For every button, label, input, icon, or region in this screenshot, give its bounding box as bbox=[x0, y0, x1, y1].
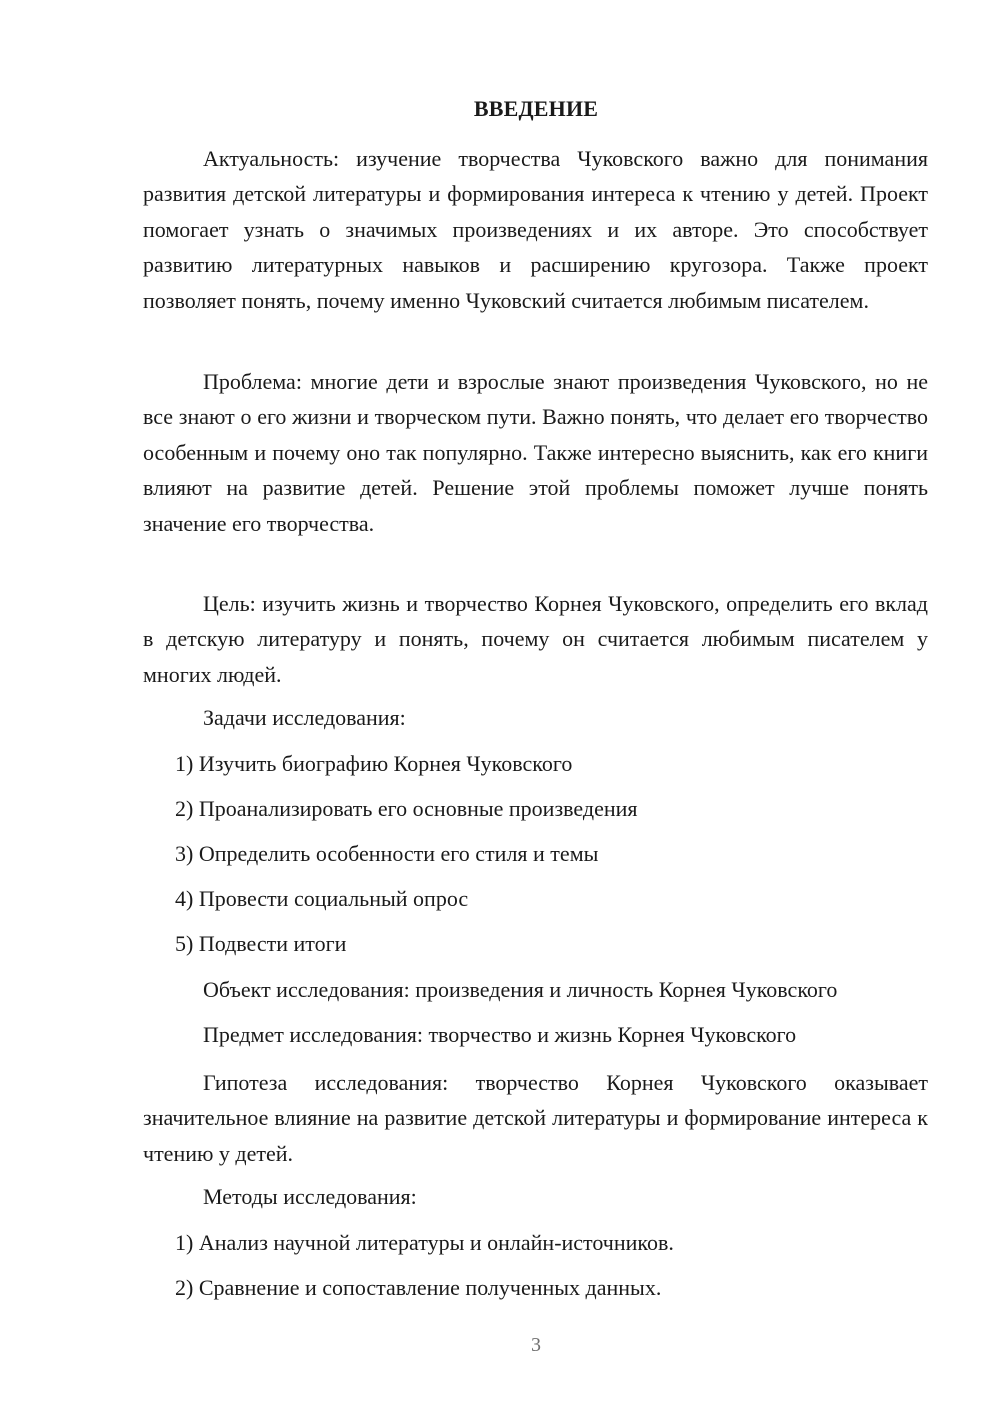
research-subject: Предмет исследования: творчество и жизнь Корнея Чуковского bbox=[203, 1022, 797, 1047]
tasks-label: Задачи исследования: bbox=[203, 705, 406, 730]
task-item: 2) Проанализировать его основные произведения bbox=[175, 796, 638, 821]
task-item: 4) Провести социальный опрос bbox=[175, 886, 469, 911]
problem-paragraph: Проблема: многие дети и взрослые знают произведения Чуковского, но не все знают о его жизни и творческом пути. Важно понять, что делает его творчество особенным и почему оно так популярно. Также интересно выяснить, как его книги влияют на развитие детей. Решение этой проблемы поможет лучше понять значение его творчества. bbox=[143, 369, 928, 536]
task-item: 1) Изучить биографию Корнея Чуковского bbox=[175, 751, 573, 776]
goal-paragraph: Цель: изучить жизнь и творчество Корнея Чуковского, определить его вклад в детскую литературу и понять, почему он считается любимым писателем у многих людей. bbox=[143, 591, 928, 687]
page-title: ВВЕДЕНИЕ bbox=[473, 96, 599, 121]
research-object: Объект исследования: произведения и личность Корнея Чуковского bbox=[203, 977, 838, 1002]
hypothesis-paragraph: Гипотеза исследования: творчество Корнея Чуковского оказывает значительное влияние на развитие детской литературы и формирование интереса к чтению у детей. bbox=[143, 1070, 928, 1166]
task-item: 5) Подвести итоги bbox=[175, 931, 347, 956]
page-number: 3 bbox=[531, 1334, 541, 1356]
methods-label: Методы исследования: bbox=[203, 1184, 417, 1209]
method-item: 2) Сравнение и сопоставление полученных данных. bbox=[175, 1275, 662, 1300]
relevance-paragraph: Актуальность: изучение творчества Чуковского важно для понимания развития детской литературы и формирования интереса к чтению у детей. Проект помогает узнать о значимых произведениях и их авторе. Это способствует развитию литературных навыков и расширению кругозора. Также проект позволяет понять, почему именно Чуковский считается любимым писателем. bbox=[143, 146, 928, 313]
method-item: 1) Анализ научной литературы и онлайн-источников. bbox=[175, 1230, 674, 1255]
task-item: 3) Определить особенности его стиля и темы bbox=[175, 841, 599, 866]
